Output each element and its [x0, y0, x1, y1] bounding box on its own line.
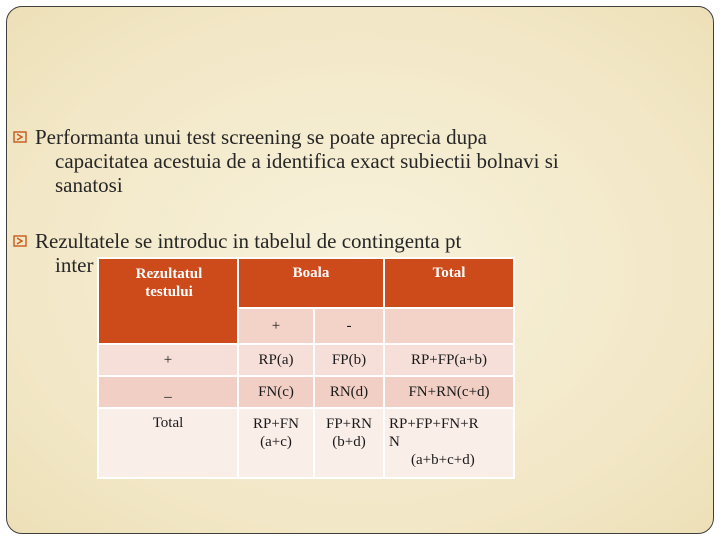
cell-text-line: (a+b+c+d)	[411, 452, 475, 468]
header-test-result-line: testului	[145, 284, 193, 300]
contingency-table	[97, 257, 515, 479]
row-label-positive: +	[98, 344, 238, 376]
cell-text-line: (a+c)	[260, 434, 292, 450]
square-bullet-icon	[13, 233, 33, 249]
cell-text-line: (b+d)	[332, 434, 366, 450]
row-label-total: Total	[98, 408, 238, 478]
subheader-empty	[384, 308, 514, 344]
header-test-result	[98, 258, 238, 344]
paragraph-line: sanatosi	[55, 173, 123, 197]
cell-rp: RP(a)	[238, 344, 314, 376]
cell-row-total-positive: RP+FP(a+b)	[384, 344, 514, 376]
cell-row-total-negative: FN+RN(c+d)	[384, 376, 514, 408]
cell-text-line: RP+FP+FN+R	[389, 416, 479, 432]
header-total: Total	[384, 258, 514, 308]
header-disease: Boala	[238, 258, 384, 308]
cell-col-total-negative	[314, 408, 384, 478]
cell-text-line: RP+FN	[253, 416, 299, 432]
square-bullet-icon	[13, 129, 33, 145]
bullet-paragraph-1	[13, 125, 703, 197]
paragraph-line: Performanta unui test screening se poate aprecia dupa	[35, 125, 487, 149]
slide	[6, 6, 714, 534]
cell-fp: FP(b)	[314, 344, 384, 376]
row-label-negative: _	[98, 376, 238, 408]
cell-col-total-positive	[238, 408, 314, 478]
subheader-positive: +	[238, 308, 314, 344]
paragraph-line: inter	[55, 253, 94, 277]
paragraph-line: capacitatea acestuia de a identifica exact subiectii bolnavi si	[55, 149, 559, 173]
subheader-negative: -	[314, 308, 384, 344]
cell-fn: FN(c)	[238, 376, 314, 408]
cell-text-line: FP+RN	[326, 416, 372, 432]
cell-rn: RN(d)	[314, 376, 384, 408]
header-test-result-line: Rezultatul	[135, 266, 203, 282]
cell-grand-total	[384, 408, 514, 478]
paragraph-line: Rezultatele se introduc in tabelul de contingenta pt	[35, 229, 462, 253]
cell-text-line: N	[389, 434, 400, 450]
